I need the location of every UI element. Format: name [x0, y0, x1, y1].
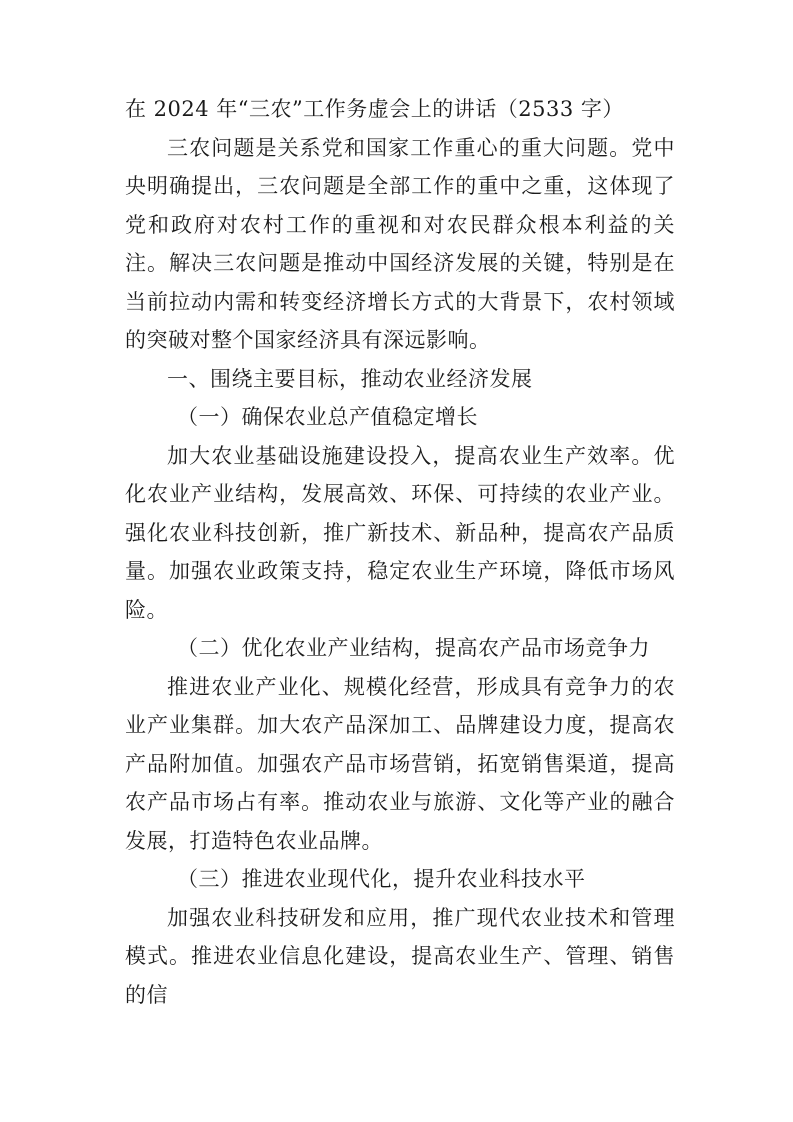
subsection-3-body: 加强农业科技研发和应用，推广现代农业技术和管理模式。推进农业信息化建设，提高农业生产、管理、销售的信 [125, 905, 675, 1007]
subsection-1-body: 加大农业基础设施建设投入，提高农业生产效率。优化农业产业结构，发展高效、环保、可持续的农业产业。强化农业科技创新，推广新技术、新品种，提高农产品质量。加强农业政策支持，稳定农业生产环境，降低市场风险。 [125, 443, 675, 622]
document-body [125, 90, 675, 1014]
subsection-3-heading: （三）推进农业现代化，提升农业科技水平 [177, 867, 586, 891]
section-1-heading: 一、围绕主要目标，推动农业经济发展 [167, 366, 533, 391]
subsection-2-body: 推进农业产业化、规模化经营，形成具有竞争力的农业产业集群。加大农产品深加工、品牌建设力度，提高农产品附加值。加强农产品市场营销，拓宽销售渠道，提高农产品市场占有率。推动农业与旅游、文化等产业的融合发展，打造特色农业品牌。 [125, 674, 675, 853]
subsection-2-heading: （二）优化农业产业结构，提高农产品市场竞争力 [177, 636, 650, 660]
subsection-1-heading: （一）确保农业总产值稳定增长 [177, 405, 478, 429]
document-title: 在 2024 年“三农”工作务虚会上的讲话（2533 字） [125, 97, 624, 121]
intro-paragraph: 三农问题是关系党和国家工作重心的重大问题。党中央明确提出，三农问题是全部工作的重中之重，这体现了党和政府对农村工作的重视和对农民群众根本利益的关注。解决三农问题是推动中国经济发展的关键，特别是在当前拉动内需和转变经济增长方式的大背景下，农村领域的突破对整个国家经济具有深远影响。 [125, 135, 675, 352]
